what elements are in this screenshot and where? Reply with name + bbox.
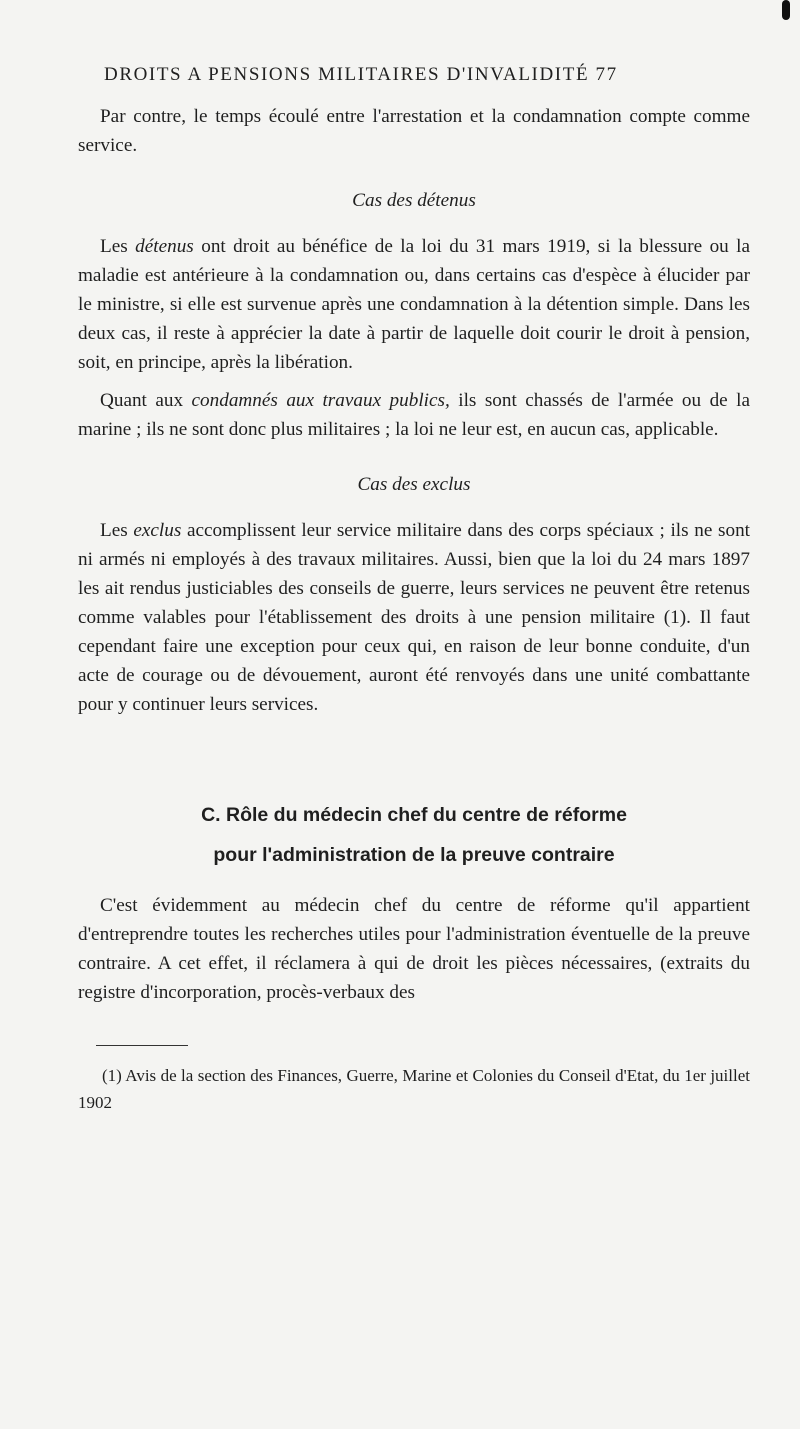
detenus-paragraph-2 [78, 386, 750, 444]
running-header [104, 64, 750, 86]
heading-cas-exclus: Cas des exclus [357, 474, 471, 495]
detenus-p1-lead: Les [100, 236, 128, 257]
exclus-p1-lead: Les [100, 520, 128, 541]
detenus-paragraph-1 [78, 232, 750, 377]
intro-paragraph: Par contre, le temps écoulé entre l'arrestation et la condamnation compte comme service. [78, 106, 750, 156]
detenus-p2-term: condamnés aux travaux publics, [191, 390, 450, 411]
detenus-p2-text: ils sont chassés de l'armée ou de la marine ; ils ne sont donc plus militaires ; la loi ne leur est, en aucun cas, applicable. [78, 390, 750, 440]
book-page [78, 64, 750, 1116]
exclus-p1-text: accomplissent leur service militaire dans des corps spéciaux ; ils ne sont ni armés ni employés à des travaux militaires. Aussi, bien que la loi du 24 mars 1897 les ait rendus justiciables des conseils de guerre, leurs services ne peuvent être retenus comme valables pour l'établissement des droits à une pension militaire (1). Il faut cependant faire une exception pour ceux qui, en raison de leur bonne conduite, d'un acte de courage ou de dévouement, auront été renvoyés dans une unité combattante pour y continuer leurs services. [78, 520, 751, 715]
exclus-paragraph [78, 516, 750, 719]
running-title: DROITS A PENSIONS MILITAIRES D'INVALIDITÉ [104, 64, 590, 85]
section-c-paragraph: C'est évidemment au médecin chef du centre de réforme qu'il appartient d'entreprendre toutes les recherches utiles pour l'administration éventuelle de la preuve contraire. A cet effet, il réclamera à qui de droit les pièces nécessaires, (extraits du registre d'incorporation, procès-verbaux des [78, 895, 750, 1003]
heading-cas-detenus: Cas des détenus [352, 190, 476, 211]
footnote: (1) Avis de la section des Finances, Guerre, Marine et Colonies du Conseil d'Etat, du 1er juillet 1902 [78, 1066, 750, 1112]
exclus-p1-term: exclus [133, 520, 182, 541]
detenus-p1-text: ont droit au bénéfice de la loi du 31 mars 1919, si la blessure ou la maladie est antérieure à la condamnation ou, dans certains cas d'espèce à élucider par le ministre, si elle est survenue après une condamnation à la détention simple. Dans les deux cas, il reste à apprécier la date à partir de laquelle doit courir le droit à pension, soit, en principe, après la libération. [78, 236, 751, 373]
page-number: 77 [595, 64, 618, 85]
detenus-p2-lead: Quant aux [100, 390, 184, 411]
section-c-heading [78, 795, 750, 875]
section-c-heading-line-1: C. Rôle du médecin chef du centre de réforme [201, 804, 627, 826]
section-c-heading-line-2: pour l'administration de la preuve contraire [213, 844, 615, 866]
detenus-p1-term: détenus [135, 236, 194, 257]
footnote-rule [96, 1045, 188, 1046]
ink-speck [782, 0, 790, 20]
